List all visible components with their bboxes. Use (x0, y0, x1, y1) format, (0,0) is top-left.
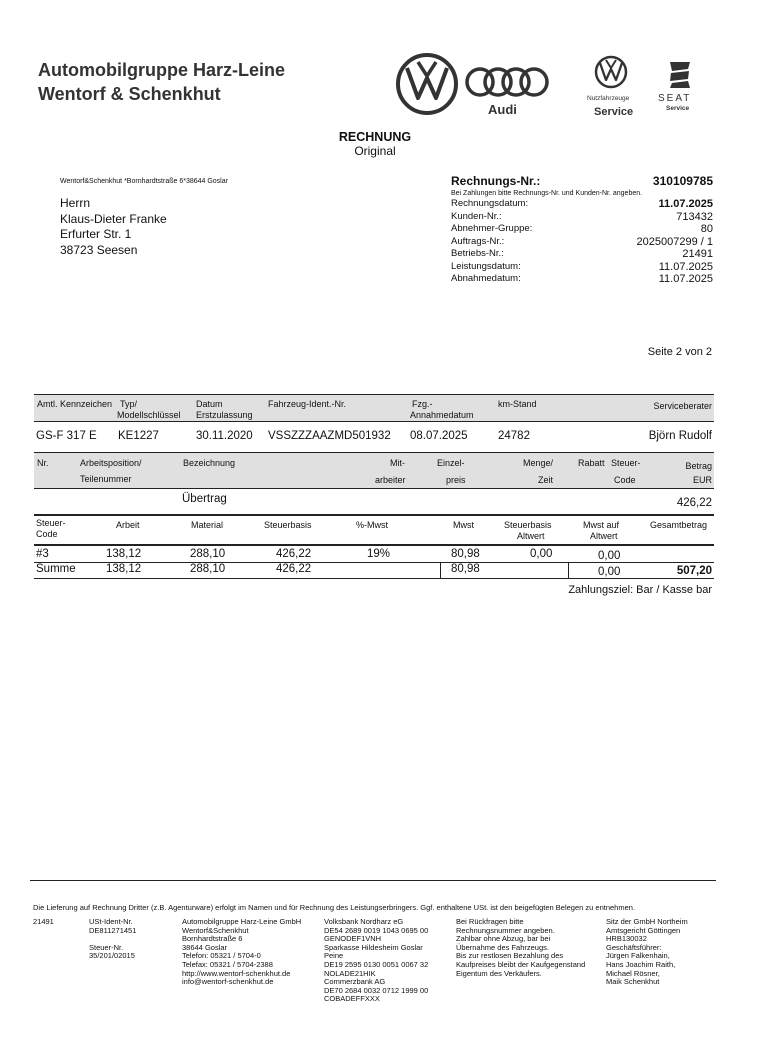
vehicle-typ: KE1227 (118, 430, 159, 442)
invoice-number-label: Rechnungs-Nr.: (451, 174, 541, 188)
pos-col-teilenummer: Teilenummer (80, 474, 132, 484)
vehicle-km: 24782 (498, 430, 530, 442)
tax-sum-altmwst: 0,00 (598, 566, 621, 578)
vehicle-col-ident: Fahrzeug-Ident.-Nr. (268, 399, 347, 409)
divider (568, 562, 569, 578)
tax-col-pct: %-Mwst (356, 520, 388, 530)
recipient-address (60, 196, 167, 258)
sender-line: Wentorf&Schenkhut *Bornhardtstraße 6*38644 Goslar (60, 178, 228, 185)
company-name-line2: Wentorf & Schenkhut (38, 84, 221, 104)
meta-value: 11.07.2025 (658, 198, 713, 210)
vehicle-berater: Björn Rudolf (648, 430, 712, 442)
meta-value: 80 (700, 223, 713, 235)
page-number: Seite 2 von 2 (647, 346, 712, 358)
vehicle-datum: 30.11.2020 (196, 430, 253, 442)
document-title-main: RECHNUNG (338, 130, 412, 144)
divider (34, 394, 714, 395)
tax-row-altmwst: 0,00 (598, 550, 621, 562)
seat-logo-icon (670, 62, 690, 88)
meta-row (451, 198, 713, 211)
tax-row-arbeit: 138,12 (106, 548, 142, 560)
seat-label: SEAT (658, 93, 692, 104)
footer-company-contact: Automobilgruppe Harz-Leine GmbH Wentorf&Schenkhut Bornhardtstraße 6 38644 Goslar Telefon: 05321 / 5704-0 Telefax: 05321 / 5704-2388 http://www.wentorf-schenkhut.de info@wentorf-schenkhut.de (182, 917, 302, 987)
footer-disclaimer: Die Lieferung auf Rechnung Dritter (z.B. Agenturware) erfolgt im Namen und für Rechnung des Leistungserbringers. Ggf. enthaltene USt. ist den beigefügten Belegen zu entnehmen. (33, 903, 636, 912)
tax-sum-gesamt: 507,20 (676, 565, 712, 577)
tax-row-altbasis: 0,00 (530, 548, 553, 560)
meta-label: Betriebs-Nr.: (451, 248, 504, 259)
pos-col-mitarbeiter: Mit- (390, 458, 405, 468)
tax-sum-basis: 426,22 (276, 563, 312, 575)
footer-bank-details: Volksbank Nordharz eG DE54 2689 0019 1043 0695 00 GENODEF1VNH Sparkasse Hildesheim Goslar Peine DE19 2595 0130 0051 0067 32 NOLADE21HIK Commerzbank AG DE70 2684 0032 0712 1999 00 COBADEFFXXX (324, 917, 429, 1004)
pos-col-menge: Menge/ (523, 458, 554, 468)
tax-row-mwst: 80,98 (451, 548, 480, 560)
vehicle-col-datum: Datum (196, 399, 223, 409)
meta-value: 11.07.2025 (658, 273, 713, 285)
divider (34, 488, 714, 489)
meta-row (451, 261, 713, 274)
footer-terms: Bei Rückfragen bitte Rechnungsnummer angeben. Zahlbar ohne Abzug, bar bei Übernahme des Fahrzeugs. Bis zur restlosen Bezahlung des Kaufpreises bleibt der Kaufgegenstand Eigentum des Verkäufers. (456, 917, 586, 978)
audi-label: Audi (488, 102, 517, 117)
payment-terms: Zahlungsziel: Bar / Kasse bar (568, 584, 712, 596)
document-title (300, 130, 450, 158)
tax-sum-arbeit: 138,12 (106, 563, 142, 575)
company-name (38, 58, 285, 106)
divider (34, 514, 714, 516)
tax-col-material: Material (191, 520, 224, 530)
meta-row (451, 211, 713, 224)
invoice-note: Bei Zahlungen bitte Rechnungs-Nr. und Kunden-Nr. angeben. (451, 190, 643, 197)
seat-service-label: Service (666, 105, 690, 112)
invoice-number: 310109785 (652, 174, 713, 188)
recipient-line: Herrn (60, 196, 91, 210)
recipient-line: Klaus-Dieter Franke (60, 211, 167, 226)
meta-label: Leistungsdatum: (451, 260, 521, 272)
vehicle-kennzeichen: GS-F 317 E (36, 430, 97, 442)
pos-col-steuer: Steuer- (611, 458, 641, 468)
vehicle-ident: VSSZZZAAZMD501932 (268, 430, 391, 442)
pos-col-mitarbeiter-sub: arbeiter (375, 475, 406, 485)
footer-legal: Sitz der GmbH Northeim Amtsgericht Göttingen HRB130032 Geschäftsführer: Jürgen Falkenhain, Hans Joachim Raith, Michael Rösner, Maik Schenkhut (606, 917, 688, 987)
vehicle-col-typ-sub: Modellschlüssel (117, 410, 181, 420)
divider (34, 452, 714, 453)
tax-col-altbasis-sub: Altwert (517, 531, 545, 541)
company-name-line1: Automobilgruppe Harz-Leine (38, 60, 285, 80)
vehicle-col-km: km-Stand (498, 399, 537, 409)
uebertrag-label: Übertrag (182, 493, 227, 505)
pos-col-rabatt: Rabatt (578, 458, 605, 468)
meta-label: Abnahmedatum: (451, 273, 521, 284)
pos-col-steuer-sub: Code (614, 475, 636, 485)
tax-sum-mwst: 80,98 (451, 563, 480, 575)
pos-col-nr: Nr. (37, 458, 49, 468)
vehicle-col-annahme-sub: Annahmedatum (410, 410, 474, 420)
meta-row (451, 236, 713, 249)
pos-col-betrag: Betrag (685, 461, 712, 471)
meta-value: 2025007299 / 1 (636, 235, 713, 248)
pos-col-einzelpreis: Einzel- (437, 458, 465, 468)
tax-sum-label: Summe (36, 563, 76, 575)
nfz-label: Nutzfahrzeuge (587, 95, 630, 102)
pos-col-arbeitsposition: Arbeitsposition/ (80, 458, 142, 468)
tax-col-altmwst-sub: Altwert (590, 531, 618, 541)
pos-col-bezeichnung: Bezeichnung (183, 458, 236, 468)
vehicle-col-typ: Typ/ (120, 399, 138, 409)
brand-logos (390, 52, 720, 132)
audi-rings-icon (467, 69, 547, 95)
meta-value: 713432 (676, 210, 713, 223)
vw-logo-icon (398, 55, 456, 113)
tax-col-altbasis: Steuerbasis (504, 520, 552, 530)
vehicle-annahme: 08.07.2025 (410, 430, 468, 442)
divider (34, 421, 714, 422)
document-title-sub: Original (354, 144, 396, 158)
tax-row-material: 288,10 (190, 548, 226, 560)
meta-row (451, 273, 713, 286)
vehicle-col-annahme: Fzg.- (412, 399, 433, 409)
invoice-meta (451, 174, 713, 286)
tax-col-gesamt: Gesamtbetrag (650, 520, 708, 530)
footer-betrieb: 21491 (33, 917, 54, 926)
tax-col-code: Steuer- (36, 518, 66, 528)
divider (34, 578, 714, 579)
pos-col-menge-sub: Zeit (538, 475, 554, 485)
meta-label: Kunden-Nr.: (451, 210, 502, 222)
nfz-service-label: Service (594, 106, 634, 118)
meta-value: 21491 (682, 248, 713, 260)
tax-row-basis: 426,22 (276, 548, 312, 560)
uebertrag-value: 426,22 (676, 497, 712, 509)
brand-logos-svg (390, 52, 720, 132)
pos-col-betrag-sub: EUR (692, 475, 712, 485)
meta-value: 11.07.2025 (658, 260, 713, 273)
meta-row (451, 248, 713, 261)
vw-nutzfahrzeuge-logo-icon (596, 57, 626, 87)
tax-col-mwst: Mwst (453, 520, 474, 530)
meta-row (451, 223, 713, 236)
footer-tax-ids: USt-Ident-Nr. DE811271451 Steuer-Nr. 35/201/02015 (89, 917, 137, 961)
tax-col-basis: Steuerbasis (264, 520, 312, 530)
vehicle-col-kennzeichen: Amtl. Kennzeichen (37, 399, 113, 409)
divider (30, 880, 716, 881)
tax-sum-material: 288,10 (190, 563, 226, 575)
recipient-line: 38723 Seesen (60, 242, 138, 257)
divider (440, 562, 441, 578)
tax-col-altmwst: Mwst auf (583, 520, 620, 530)
meta-label: Auftrags-Nr.: (451, 235, 505, 247)
divider (34, 544, 714, 546)
vehicle-col-datum-sub: Erstzulassung (196, 410, 253, 420)
meta-label: Rechnungsdatum: (451, 198, 529, 209)
tax-col-code-sub: Code (36, 529, 58, 539)
tax-row-code: #3 (36, 548, 49, 560)
meta-label: Abnehmer-Gruppe: (451, 223, 533, 234)
recipient-line: Erfurter Str. 1 (60, 227, 132, 241)
tax-row-pct: 19% (367, 548, 391, 560)
invoice-number-row (451, 174, 713, 188)
pos-col-einzelpreis-sub: preis (446, 475, 466, 485)
vehicle-col-berater: Serviceberater (653, 401, 712, 411)
tax-col-arbeit: Arbeit (116, 520, 140, 530)
